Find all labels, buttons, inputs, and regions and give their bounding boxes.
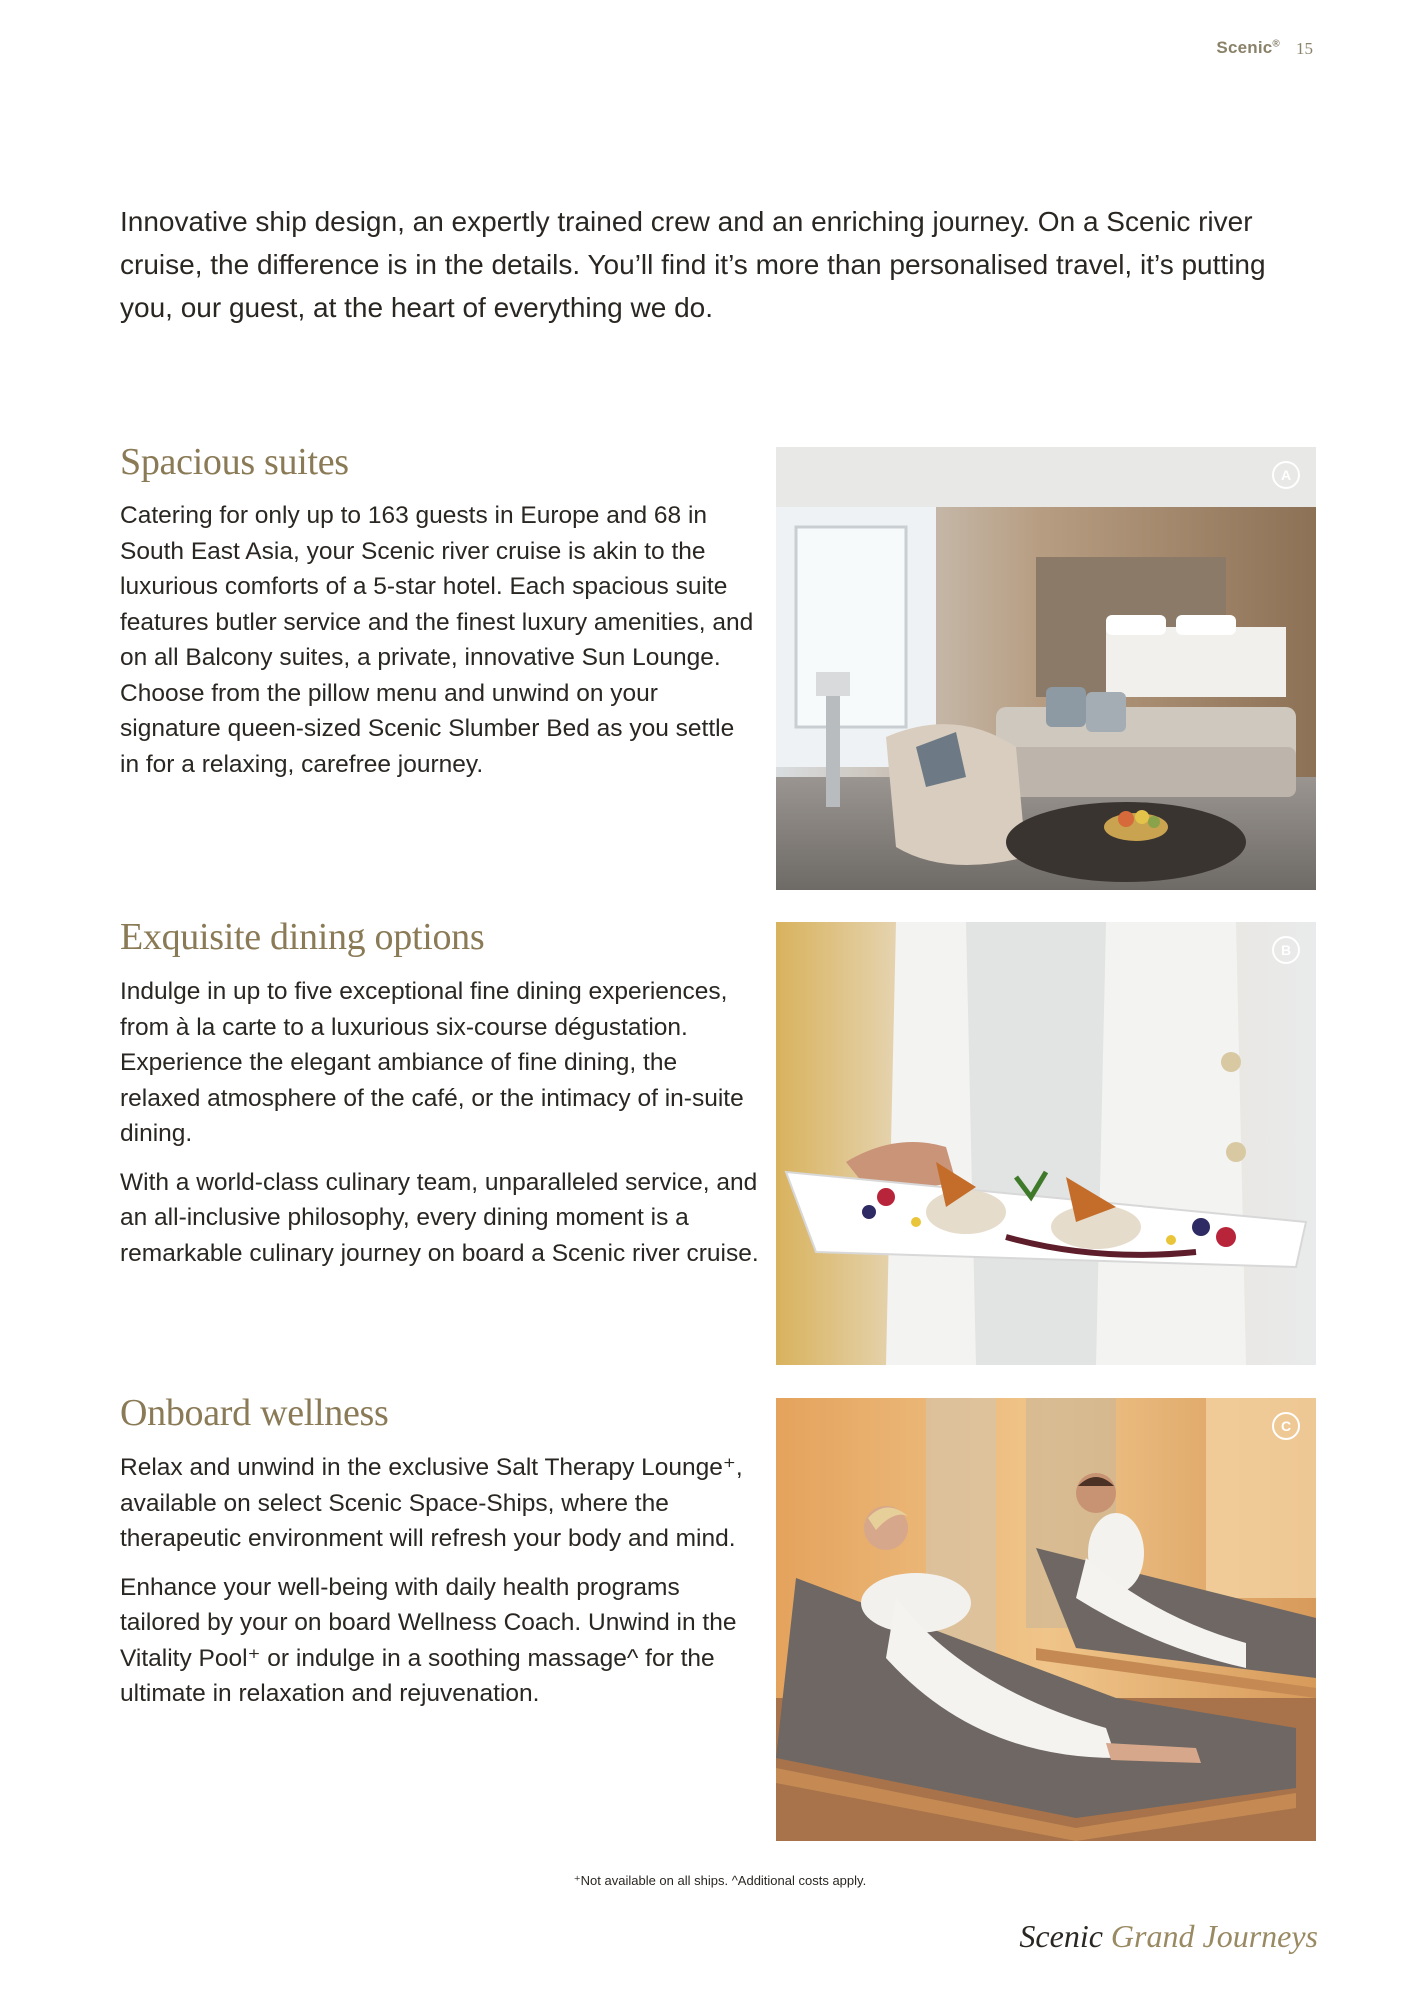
wellness-paragraph-1: Relax and unwind in the exclusive Salt Therapy Lounge⁺, available on select Scenic Space-Ships, where the therapeutic environment will refresh your body and mind. — [120, 1454, 743, 1552]
header-brand: Scenic® — [1216, 38, 1280, 57]
intro-paragraph: Innovative ship design, an expertly trained crew and an enriching journey. On a Scenic river cruise, the difference is in the details. You’ll find it’s more than personalised travel, it’s putting you, our guest, at the heart of everything we do. — [120, 206, 1266, 323]
dining-photo-image — [776, 922, 1316, 1365]
section-text-wellness — [120, 1450, 760, 1712]
page-number: 15 — [1296, 39, 1313, 58]
suites-paragraph: Catering for only up to 163 guests in Europe and 68 in South East Asia, your Scenic river cruise is akin to the luxurious comforts of a 5-star hotel. Each spacious suite features butler service and the finest luxury amenities, and on all Balcony suites, a private, innovative Sun Lounge. Choose from the pillow menu and unwind on your signature queen-sized Scenic Slumber Bed as you settle in for a relaxing, carefree journey. — [120, 502, 754, 778]
suite-photo-image — [776, 447, 1316, 890]
section-text-dining — [120, 974, 760, 1271]
dining-photo — [776, 922, 1316, 1365]
wellness-photo — [776, 1398, 1316, 1841]
section-text-suites — [120, 498, 760, 782]
suite-photo — [776, 447, 1316, 890]
photo-label-c: C — [1272, 1412, 1300, 1440]
footer-product: Grand Journeys — [1110, 1918, 1318, 1954]
photo-label-b: B — [1272, 936, 1300, 964]
dining-paragraph-2: With a world-class culinary team, unparalleled service, and an all-inclusive philosophy, every dining moment is a remarkable culinary journey on board a Scenic river cruise. — [120, 1168, 759, 1267]
footer-logo — [960, 1918, 1318, 1955]
section-title-wellness: Onboard wellness — [120, 1392, 389, 1434]
section-title-suites: Spacious suites — [120, 441, 349, 483]
section-title-dining: Exquisite dining options — [120, 916, 485, 958]
wellness-paragraph-2: Enhance your well-being with daily health programs tailored by your on board Wellness Coach. Unwind in the Vitality Pool⁺ or indulge in a soothing massage^ for the ultimate in relaxation and rejuvenation. — [120, 1573, 737, 1707]
photo-label-a: A — [1272, 461, 1300, 489]
footnote: ⁺Not available on all ships. ^Additional costs apply. — [573, 1873, 867, 1888]
wellness-photo-image — [776, 1398, 1316, 1841]
footer-brand: Scenic — [1019, 1918, 1103, 1954]
dining-paragraph-1: Indulge in up to five exceptional fine dining experiences, from à la carte to a luxurious six-course dégustation. Experience the elegant ambiance of fine dining, the relaxed atmosphere of the café, or the intimacy of in-suite dining. — [120, 978, 744, 1147]
